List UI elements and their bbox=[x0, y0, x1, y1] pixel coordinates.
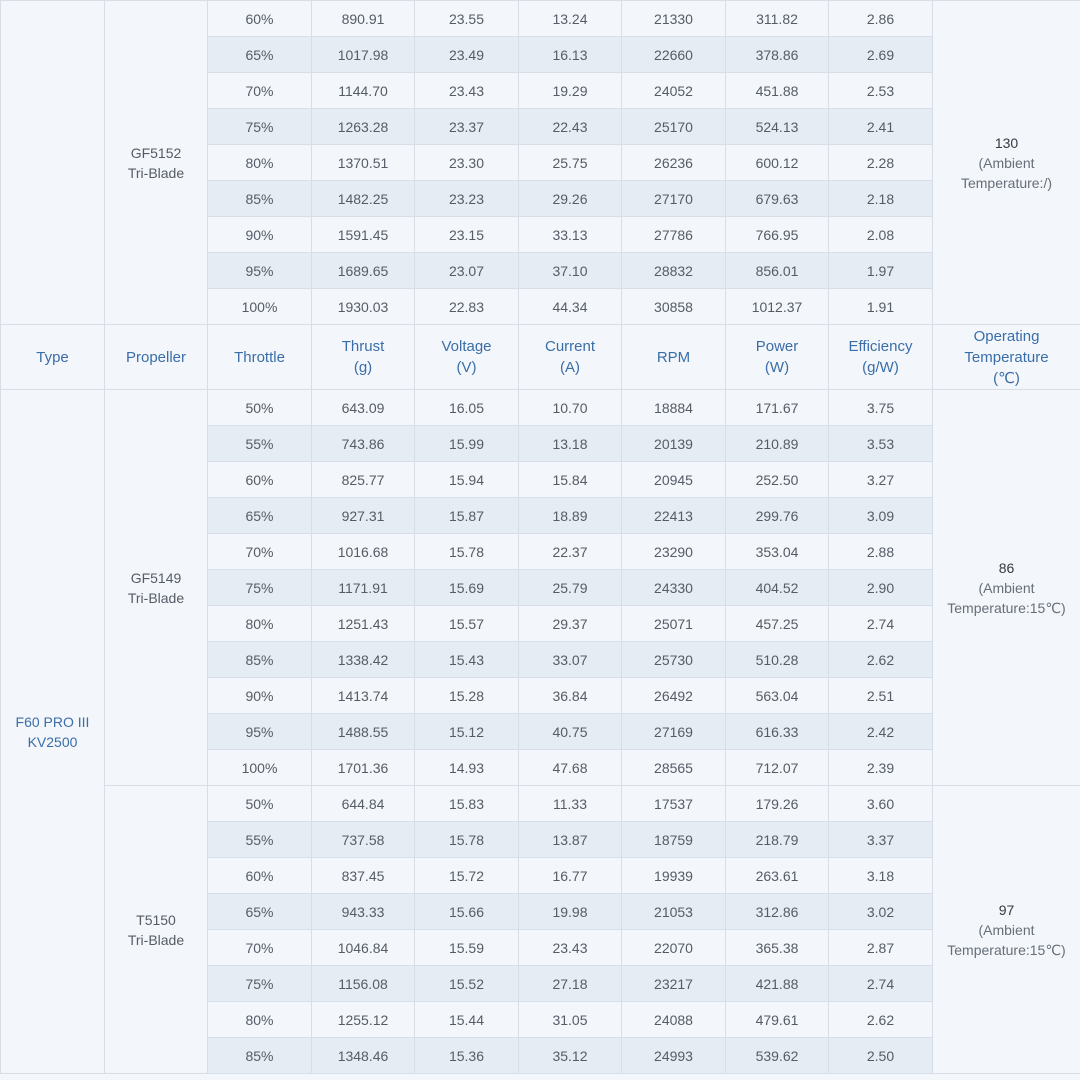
current-cell: 16.13 bbox=[519, 37, 622, 73]
rpm-cell: 25170 bbox=[622, 109, 726, 145]
efficiency-cell: 2.86 bbox=[829, 1, 933, 37]
header-current-label: Current bbox=[544, 338, 596, 355]
current-cell: 29.37 bbox=[519, 606, 622, 642]
rpm-cell: 21053 bbox=[622, 894, 726, 930]
ambient-temperature-note: (Ambient bbox=[978, 921, 1035, 938]
power-cell: 421.88 bbox=[726, 966, 829, 1002]
current-cell: 35.12 bbox=[519, 1038, 622, 1074]
efficiency-cell: 1.97 bbox=[829, 253, 933, 289]
efficiency-cell: 2.90 bbox=[829, 570, 933, 606]
power-cell: 539.62 bbox=[726, 1038, 829, 1074]
efficiency-cell: 2.69 bbox=[829, 37, 933, 73]
thrust-cell: 1930.03 bbox=[312, 289, 415, 325]
voltage-cell: 15.28 bbox=[415, 678, 519, 714]
efficiency-cell: 2.62 bbox=[829, 1002, 933, 1038]
efficiency-cell: 2.41 bbox=[829, 109, 933, 145]
efficiency-cell: 2.88 bbox=[829, 534, 933, 570]
voltage-cell: 15.99 bbox=[415, 426, 519, 462]
current-cell: 37.10 bbox=[519, 253, 622, 289]
throttle-cell: 70% bbox=[208, 930, 312, 966]
header-temperature-label: Temperature bbox=[964, 348, 1049, 366]
rpm-cell: 26236 bbox=[622, 145, 726, 181]
efficiency-cell: 2.39 bbox=[829, 750, 933, 786]
current-cell: 15.84 bbox=[519, 462, 622, 498]
thrust-cell: 1591.45 bbox=[312, 217, 415, 253]
throttle-cell: 85% bbox=[208, 181, 312, 217]
throttle-cell: 95% bbox=[208, 714, 312, 750]
throttle-cell: 55% bbox=[208, 426, 312, 462]
current-cell: 25.79 bbox=[519, 570, 622, 606]
power-cell: 210.89 bbox=[726, 426, 829, 462]
throttle-cell: 100% bbox=[208, 750, 312, 786]
header-type-label: Type bbox=[36, 348, 69, 366]
rpm-cell: 24993 bbox=[622, 1038, 726, 1074]
efficiency-cell: 2.08 bbox=[829, 217, 933, 253]
power-cell: 171.67 bbox=[726, 390, 829, 426]
thrust-cell: 1413.74 bbox=[312, 678, 415, 714]
header-throttle-label: Throttle bbox=[234, 348, 285, 366]
throttle-cell: 80% bbox=[208, 145, 312, 181]
thrust-cell: 1016.68 bbox=[312, 534, 415, 570]
rpm-cell: 21330 bbox=[622, 1, 726, 37]
ambient-temperature-note: (Ambient bbox=[978, 579, 1035, 596]
voltage-cell: 15.44 bbox=[415, 1002, 519, 1038]
motor-type-label: F60 PRO III bbox=[15, 713, 90, 730]
current-cell: 10.70 bbox=[519, 390, 622, 426]
voltage-cell: 23.07 bbox=[415, 253, 519, 289]
header-efficiency bbox=[829, 325, 933, 390]
voltage-cell: 23.55 bbox=[415, 1, 519, 37]
thrust-cell: 1488.55 bbox=[312, 714, 415, 750]
header-rpm bbox=[622, 325, 726, 390]
voltage-cell: 15.78 bbox=[415, 822, 519, 858]
efficiency-cell: 3.02 bbox=[829, 894, 933, 930]
thrust-cell: 643.09 bbox=[312, 390, 415, 426]
header-thrust bbox=[312, 325, 415, 390]
thrust-cell: 1251.43 bbox=[312, 606, 415, 642]
current-cell: 33.13 bbox=[519, 217, 622, 253]
current-cell: 13.87 bbox=[519, 822, 622, 858]
rpm-cell: 18759 bbox=[622, 822, 726, 858]
voltage-cell: 15.43 bbox=[415, 642, 519, 678]
thrust-cell: 644.84 bbox=[312, 786, 415, 822]
voltage-cell: 15.72 bbox=[415, 858, 519, 894]
power-cell: 218.79 bbox=[726, 822, 829, 858]
throttle-cell: 65% bbox=[208, 498, 312, 534]
table-row bbox=[1, 1, 1080, 37]
rpm-cell: 24052 bbox=[622, 73, 726, 109]
throttle-cell: 90% bbox=[208, 678, 312, 714]
power-cell: 299.76 bbox=[726, 498, 829, 534]
power-cell: 353.04 bbox=[726, 534, 829, 570]
thrust-cell: 737.58 bbox=[312, 822, 415, 858]
current-cell: 13.24 bbox=[519, 1, 622, 37]
rpm-cell: 18884 bbox=[622, 390, 726, 426]
throttle-cell: 65% bbox=[208, 894, 312, 930]
temperature-value: 130 bbox=[994, 134, 1019, 151]
throttle-cell: 60% bbox=[208, 462, 312, 498]
header-current bbox=[519, 325, 622, 390]
throttle-cell: 90% bbox=[208, 217, 312, 253]
header-temperature-label: (℃) bbox=[993, 369, 1020, 387]
power-cell: 1012.37 bbox=[726, 289, 829, 325]
throttle-cell: 70% bbox=[208, 73, 312, 109]
power-cell: 510.28 bbox=[726, 642, 829, 678]
voltage-cell: 15.52 bbox=[415, 966, 519, 1002]
ambient-temperature-note: (Ambient bbox=[978, 154, 1035, 171]
table-header-row bbox=[1, 325, 1080, 390]
rpm-cell: 24088 bbox=[622, 1002, 726, 1038]
efficiency-cell: 2.50 bbox=[829, 1038, 933, 1074]
thrust-cell: 1482.25 bbox=[312, 181, 415, 217]
efficiency-cell: 2.87 bbox=[829, 930, 933, 966]
throttle-cell: 50% bbox=[208, 390, 312, 426]
propeller-cell bbox=[105, 390, 208, 786]
power-cell: 563.04 bbox=[726, 678, 829, 714]
current-cell: 47.68 bbox=[519, 750, 622, 786]
power-cell: 365.38 bbox=[726, 930, 829, 966]
current-cell: 18.89 bbox=[519, 498, 622, 534]
efficiency-cell: 3.27 bbox=[829, 462, 933, 498]
power-cell: 451.88 bbox=[726, 73, 829, 109]
efficiency-cell: 3.37 bbox=[829, 822, 933, 858]
power-cell: 524.13 bbox=[726, 109, 829, 145]
throttle-cell: 85% bbox=[208, 642, 312, 678]
propeller-label: GF5152 bbox=[130, 144, 182, 161]
header-efficiency-label: Efficiency bbox=[848, 338, 913, 355]
efficiency-cell: 2.18 bbox=[829, 181, 933, 217]
rpm-cell: 27169 bbox=[622, 714, 726, 750]
current-cell: 23.43 bbox=[519, 930, 622, 966]
header-propeller bbox=[105, 325, 208, 390]
power-cell: 252.50 bbox=[726, 462, 829, 498]
rpm-cell: 25071 bbox=[622, 606, 726, 642]
header-rpm-label: RPM bbox=[656, 348, 691, 366]
power-cell: 263.61 bbox=[726, 858, 829, 894]
current-cell: 29.26 bbox=[519, 181, 622, 217]
thrust-cell: 1156.08 bbox=[312, 966, 415, 1002]
efficiency-cell: 3.18 bbox=[829, 858, 933, 894]
throttle-cell: 50% bbox=[208, 786, 312, 822]
thrust-cell: 1046.84 bbox=[312, 930, 415, 966]
header-current-label: (A) bbox=[560, 359, 580, 376]
voltage-cell: 15.59 bbox=[415, 930, 519, 966]
voltage-cell: 14.93 bbox=[415, 750, 519, 786]
header-temperature-label: Operating bbox=[973, 327, 1040, 345]
efficiency-cell: 2.62 bbox=[829, 642, 933, 678]
temperature-cell bbox=[933, 786, 1080, 1074]
power-cell: 311.82 bbox=[726, 1, 829, 37]
voltage-cell: 15.36 bbox=[415, 1038, 519, 1074]
temperature-cell bbox=[933, 390, 1080, 786]
thrust-cell: 1689.65 bbox=[312, 253, 415, 289]
power-cell: 179.26 bbox=[726, 786, 829, 822]
rpm-cell: 26492 bbox=[622, 678, 726, 714]
rpm-cell: 20139 bbox=[622, 426, 726, 462]
rpm-cell: 17537 bbox=[622, 786, 726, 822]
voltage-cell: 15.83 bbox=[415, 786, 519, 822]
throttle-cell: 80% bbox=[208, 606, 312, 642]
thrust-cell: 890.91 bbox=[312, 1, 415, 37]
current-cell: 40.75 bbox=[519, 714, 622, 750]
motor-type-cell bbox=[1, 1, 105, 325]
rpm-cell: 22660 bbox=[622, 37, 726, 73]
header-temperature bbox=[933, 325, 1080, 390]
header-thrust-label: Thrust bbox=[341, 338, 385, 355]
throttle-cell: 60% bbox=[208, 1, 312, 37]
voltage-cell: 15.94 bbox=[415, 462, 519, 498]
rpm-cell: 23290 bbox=[622, 534, 726, 570]
voltage-cell: 23.49 bbox=[415, 37, 519, 73]
header-power bbox=[726, 325, 829, 390]
header-thrust-label: (g) bbox=[353, 359, 373, 376]
propeller-label: T5150 bbox=[136, 911, 176, 928]
throttle-cell: 75% bbox=[208, 570, 312, 606]
current-cell: 13.18 bbox=[519, 426, 622, 462]
motor-type-label: KV2500 bbox=[27, 733, 78, 750]
efficiency-cell: 3.53 bbox=[829, 426, 933, 462]
thrust-cell: 1338.42 bbox=[312, 642, 415, 678]
voltage-cell: 23.30 bbox=[415, 145, 519, 181]
voltage-cell: 15.12 bbox=[415, 714, 519, 750]
header-voltage-label: (V) bbox=[456, 359, 477, 376]
rpm-cell: 24330 bbox=[622, 570, 726, 606]
temperature-value: 97 bbox=[998, 901, 1015, 918]
efficiency-cell: 1.91 bbox=[829, 289, 933, 325]
ambient-temperature-note: Temperature:15℃) bbox=[947, 941, 1066, 958]
header-power-label: (W) bbox=[764, 359, 790, 376]
rpm-cell: 20945 bbox=[622, 462, 726, 498]
throttle-cell: 55% bbox=[208, 822, 312, 858]
propeller-label: Tri-Blade bbox=[127, 164, 185, 181]
power-cell: 457.25 bbox=[726, 606, 829, 642]
current-cell: 31.05 bbox=[519, 1002, 622, 1038]
voltage-cell: 22.83 bbox=[415, 289, 519, 325]
efficiency-cell: 2.28 bbox=[829, 145, 933, 181]
current-cell: 19.29 bbox=[519, 73, 622, 109]
throttle-cell: 75% bbox=[208, 109, 312, 145]
propeller-cell bbox=[105, 1, 208, 325]
voltage-cell: 15.57 bbox=[415, 606, 519, 642]
throttle-cell: 85% bbox=[208, 1038, 312, 1074]
efficiency-cell: 2.74 bbox=[829, 966, 933, 1002]
voltage-cell: 15.69 bbox=[415, 570, 519, 606]
efficiency-cell: 2.51 bbox=[829, 678, 933, 714]
ambient-temperature-note: Temperature:15℃) bbox=[947, 599, 1066, 616]
power-cell: 616.33 bbox=[726, 714, 829, 750]
rpm-cell: 27170 bbox=[622, 181, 726, 217]
header-voltage-label: Voltage bbox=[441, 338, 492, 355]
ambient-temperature-note: Temperature:/) bbox=[960, 174, 1053, 191]
power-cell: 378.86 bbox=[726, 37, 829, 73]
power-cell: 856.01 bbox=[726, 253, 829, 289]
thrust-cell: 927.31 bbox=[312, 498, 415, 534]
header-efficiency-label: (g/W) bbox=[862, 359, 899, 376]
power-cell: 766.95 bbox=[726, 217, 829, 253]
thrust-cell: 1370.51 bbox=[312, 145, 415, 181]
rpm-cell: 22070 bbox=[622, 930, 726, 966]
thrust-cell: 943.33 bbox=[312, 894, 415, 930]
rpm-cell: 19939 bbox=[622, 858, 726, 894]
power-cell: 479.61 bbox=[726, 1002, 829, 1038]
header-type bbox=[1, 325, 105, 390]
efficiency-cell: 3.75 bbox=[829, 390, 933, 426]
current-cell: 16.77 bbox=[519, 858, 622, 894]
thrust-cell: 825.77 bbox=[312, 462, 415, 498]
efficiency-cell: 2.53 bbox=[829, 73, 933, 109]
propeller-label: Tri-Blade bbox=[127, 931, 185, 948]
temperature-value: 86 bbox=[998, 559, 1015, 576]
motor-type-cell bbox=[1, 390, 105, 1074]
thrust-cell: 1255.12 bbox=[312, 1002, 415, 1038]
header-throttle bbox=[208, 325, 312, 390]
thrust-cell: 1171.91 bbox=[312, 570, 415, 606]
power-cell: 404.52 bbox=[726, 570, 829, 606]
voltage-cell: 15.78 bbox=[415, 534, 519, 570]
rpm-cell: 28565 bbox=[622, 750, 726, 786]
current-cell: 11.33 bbox=[519, 786, 622, 822]
throttle-cell: 65% bbox=[208, 37, 312, 73]
throttle-cell: 80% bbox=[208, 1002, 312, 1038]
rpm-cell: 23217 bbox=[622, 966, 726, 1002]
rpm-cell: 27786 bbox=[622, 217, 726, 253]
current-cell: 25.75 bbox=[519, 145, 622, 181]
voltage-cell: 15.66 bbox=[415, 894, 519, 930]
voltage-cell: 23.15 bbox=[415, 217, 519, 253]
table-row bbox=[1, 390, 1080, 426]
temperature-cell bbox=[933, 1, 1080, 325]
current-cell: 44.34 bbox=[519, 289, 622, 325]
current-cell: 22.43 bbox=[519, 109, 622, 145]
efficiency-cell: 2.74 bbox=[829, 606, 933, 642]
thrust-cell: 1348.46 bbox=[312, 1038, 415, 1074]
rpm-cell: 22413 bbox=[622, 498, 726, 534]
current-cell: 36.84 bbox=[519, 678, 622, 714]
throttle-cell: 60% bbox=[208, 858, 312, 894]
throttle-cell: 75% bbox=[208, 966, 312, 1002]
propeller-cell bbox=[105, 786, 208, 1074]
header-voltage bbox=[415, 325, 519, 390]
efficiency-cell: 3.09 bbox=[829, 498, 933, 534]
thrust-cell: 743.86 bbox=[312, 426, 415, 462]
efficiency-cell: 3.60 bbox=[829, 786, 933, 822]
header-propeller-label: Propeller bbox=[125, 348, 187, 366]
current-cell: 33.07 bbox=[519, 642, 622, 678]
power-cell: 312.86 bbox=[726, 894, 829, 930]
propeller-label: Tri-Blade bbox=[127, 589, 185, 606]
efficiency-cell: 2.42 bbox=[829, 714, 933, 750]
power-cell: 600.12 bbox=[726, 145, 829, 181]
table-row bbox=[1, 786, 1080, 822]
rpm-cell: 28832 bbox=[622, 253, 726, 289]
power-cell: 679.63 bbox=[726, 181, 829, 217]
voltage-cell: 16.05 bbox=[415, 390, 519, 426]
rpm-cell: 30858 bbox=[622, 289, 726, 325]
thrust-cell: 1263.28 bbox=[312, 109, 415, 145]
voltage-cell: 23.43 bbox=[415, 73, 519, 109]
power-cell: 712.07 bbox=[726, 750, 829, 786]
current-cell: 22.37 bbox=[519, 534, 622, 570]
current-cell: 27.18 bbox=[519, 966, 622, 1002]
throttle-cell: 95% bbox=[208, 253, 312, 289]
throttle-cell: 70% bbox=[208, 534, 312, 570]
header-power-label: Power bbox=[755, 338, 799, 355]
voltage-cell: 23.23 bbox=[415, 181, 519, 217]
thrust-cell: 1017.98 bbox=[312, 37, 415, 73]
current-cell: 19.98 bbox=[519, 894, 622, 930]
thrust-cell: 1144.70 bbox=[312, 73, 415, 109]
voltage-cell: 15.87 bbox=[415, 498, 519, 534]
throttle-cell: 100% bbox=[208, 289, 312, 325]
voltage-cell: 23.37 bbox=[415, 109, 519, 145]
rpm-cell: 25730 bbox=[622, 642, 726, 678]
thrust-cell: 1701.36 bbox=[312, 750, 415, 786]
propeller-label: GF5149 bbox=[130, 569, 182, 586]
thrust-cell: 837.45 bbox=[312, 858, 415, 894]
